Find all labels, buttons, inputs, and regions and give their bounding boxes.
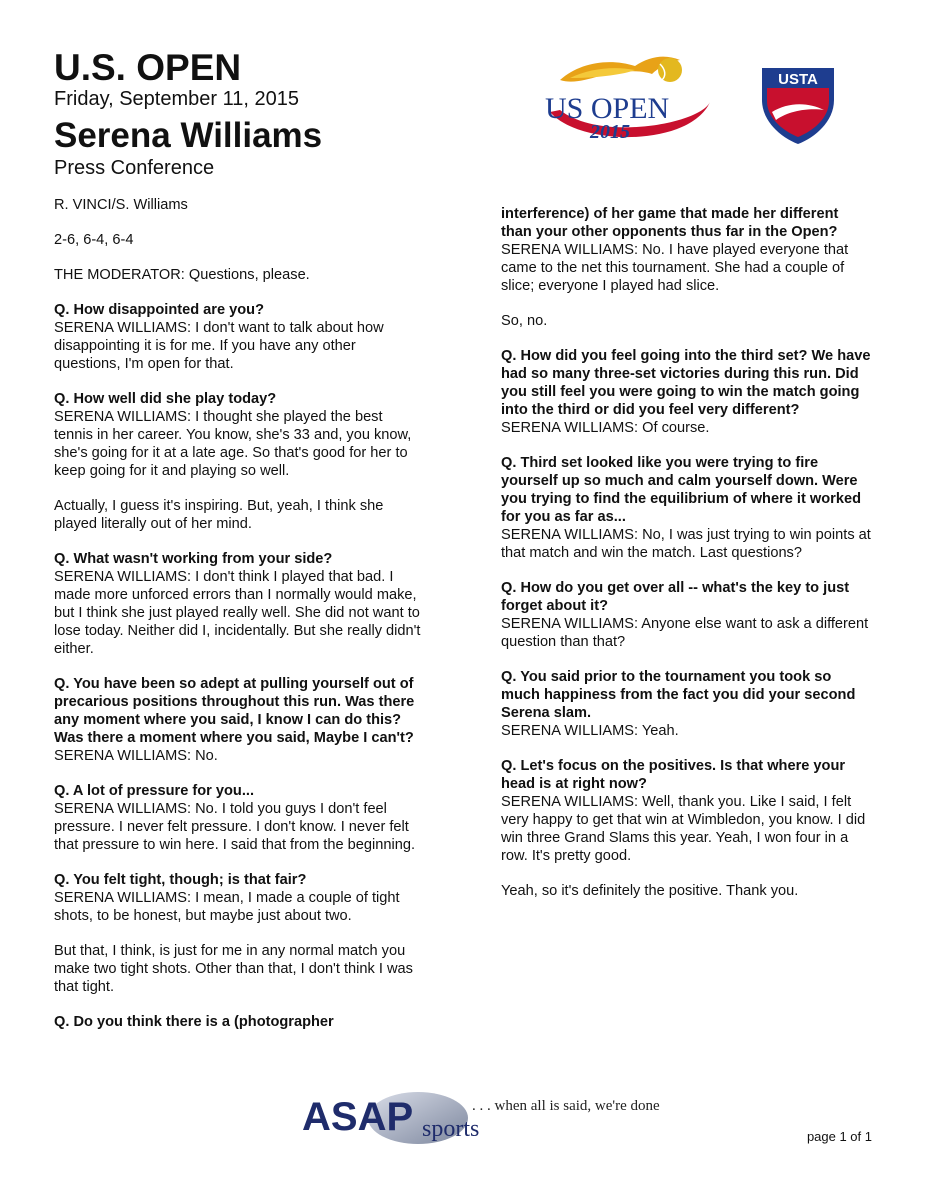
asap-sports-logo [300, 1090, 680, 1146]
answer-text: SERENA WILLIAMS: No. I have played everyone that came to the net this tournament. She had a couple of slice; everyone I played had slice. [501, 242, 849, 294]
title-block [54, 48, 322, 180]
qa-block [501, 205, 871, 295]
transcript-left-column [54, 196, 424, 1048]
question-text: Q. Do you think there is a (photographer [54, 1014, 334, 1030]
sports-wordmark: sports [422, 1116, 480, 1142]
answer-text: SERENA WILLIAMS: I don't think I played that bad. I made more unforced errors than I normally would make, but I think she just played really well. She did not want to lose today. Neither did I, incidentally. But she really didn't either. [54, 569, 421, 657]
event-title: U.S. OPEN [54, 47, 242, 88]
tennis-ball [658, 58, 682, 82]
question-text: Q. How disappointed are you? [54, 302, 265, 318]
us-open-logo [540, 52, 715, 147]
us-open-wordmark: US OPEN [545, 92, 670, 125]
document-subtitle: Press Conference [54, 157, 215, 179]
qa-block [501, 454, 871, 562]
paragraph-text: Actually, I guess it's inspiring. But, yeah, I think she played literally out of her mind. [54, 498, 384, 532]
transcript-right-column [501, 205, 871, 917]
qa-block [501, 668, 871, 740]
qa-block [54, 550, 424, 658]
question-text: Q. Let's focus on the positives. Is that where your head is at right now? [501, 758, 846, 792]
question-text: Q. You have been so adept at pulling yourself out of precarious positions throughout this run. Was there any moment where you said, I know I can do this? Was there a moment where you said, Maybe I can't? [54, 676, 415, 746]
question-text: Q. How well did she play today? [54, 391, 277, 407]
paragraph-text: But that, I think, is just for me in any normal match you make two tight shots. Other than that, I don't think I was that tight. [54, 943, 413, 995]
answer-text: SERENA WILLIAMS: Well, thank you. Like I said, I felt very happy to get that win at Wimbledon, you know. I did win three Grand Slams this year. Yeah, I won four in a row. It's pretty good. [501, 794, 866, 864]
question-text: Q. A lot of pressure for you... [54, 783, 255, 799]
answer-text: SERENA WILLIAMS: No. I told you guys I don't feel pressure. I never felt pressure. I don't know. I never felt that pressure to win here. I said that from the beginning. [54, 801, 415, 853]
usta-logo [758, 66, 838, 146]
answer-text: SERENA WILLIAMS: I thought she played the best tennis in her career. You know, she's 33 and, you know, she's going for it at a late age. So that's good for her to keep going for it and playing so well. [54, 409, 412, 479]
question-text: Q. How do you get over all -- what's the key to just forget about it? [501, 580, 850, 614]
question-text: interference) of her game that made her different than your other opponents thus far in the Open? [501, 206, 839, 240]
answer-text: SERENA WILLIAMS: Of course. [501, 420, 710, 436]
usta-wordmark: USTA [778, 71, 818, 88]
qa-block [54, 675, 424, 765]
answer-text: SERENA WILLIAMS: Yeah. [501, 723, 679, 739]
asap-tagline: . . . when all is said, we're done [472, 1098, 660, 1114]
question-text: Q. You felt tight, though; is that fair? [54, 872, 307, 888]
answer-text: SERENA WILLIAMS: I mean, I made a couple of tight shots, to be honest, but maybe just about two. [54, 890, 400, 924]
qa-block [501, 347, 871, 437]
paragraph-text: Yeah, so it's definitely the positive. Thank you. [501, 883, 799, 899]
answer-text: SERENA WILLIAMS: No. [54, 748, 218, 764]
us-open-year: 2015 [590, 121, 630, 143]
player-name: Serena Williams [54, 116, 323, 155]
qa-block [54, 782, 424, 854]
question-text: Q. Third set looked like you were trying to fire yourself up so much and calm yourself down. Were you trying to find the equilibrium of where it worked for you as far as... [501, 455, 861, 525]
qa-block [54, 871, 424, 925]
paragraph-text: THE MODERATOR: Questions, please. [54, 267, 310, 283]
answer-text: SERENA WILLIAMS: No, I was just trying to win points at that match and win the match. Last questions? [501, 527, 871, 561]
question-text: Q. What wasn't working from your side? [54, 551, 333, 567]
page-number: page 1 of 1 [806, 1129, 872, 1144]
qa-block [501, 579, 871, 651]
question-text: Q. How did you feel going into the third set? We have had so many three-set victories during this run. Did you still feel you were going to win the match going into the third or did you feel very different? [501, 348, 871, 418]
event-date: Friday, September 11, 2015 [54, 88, 299, 110]
question-text: Q. You said prior to the tournament you took so much happiness from the fact you did your second Serena slam. [501, 669, 856, 721]
asap-wordmark: ASAP [302, 1095, 414, 1139]
paragraph-text: So, no. [501, 313, 548, 329]
paragraph-text: R. VINCI/S. Williams [54, 197, 188, 213]
answer-text: SERENA WILLIAMS: I don't want to talk about how disappointing it is for me. If you have any other questions, I'm open for that. [54, 320, 384, 372]
qa-block [54, 390, 424, 480]
qa-block [54, 301, 424, 373]
paragraph-text: 2-6, 6-4, 6-4 [54, 232, 134, 248]
qa-block [501, 757, 871, 865]
answer-text: SERENA WILLIAMS: Anyone else want to ask a different question than that? [501, 616, 869, 650]
